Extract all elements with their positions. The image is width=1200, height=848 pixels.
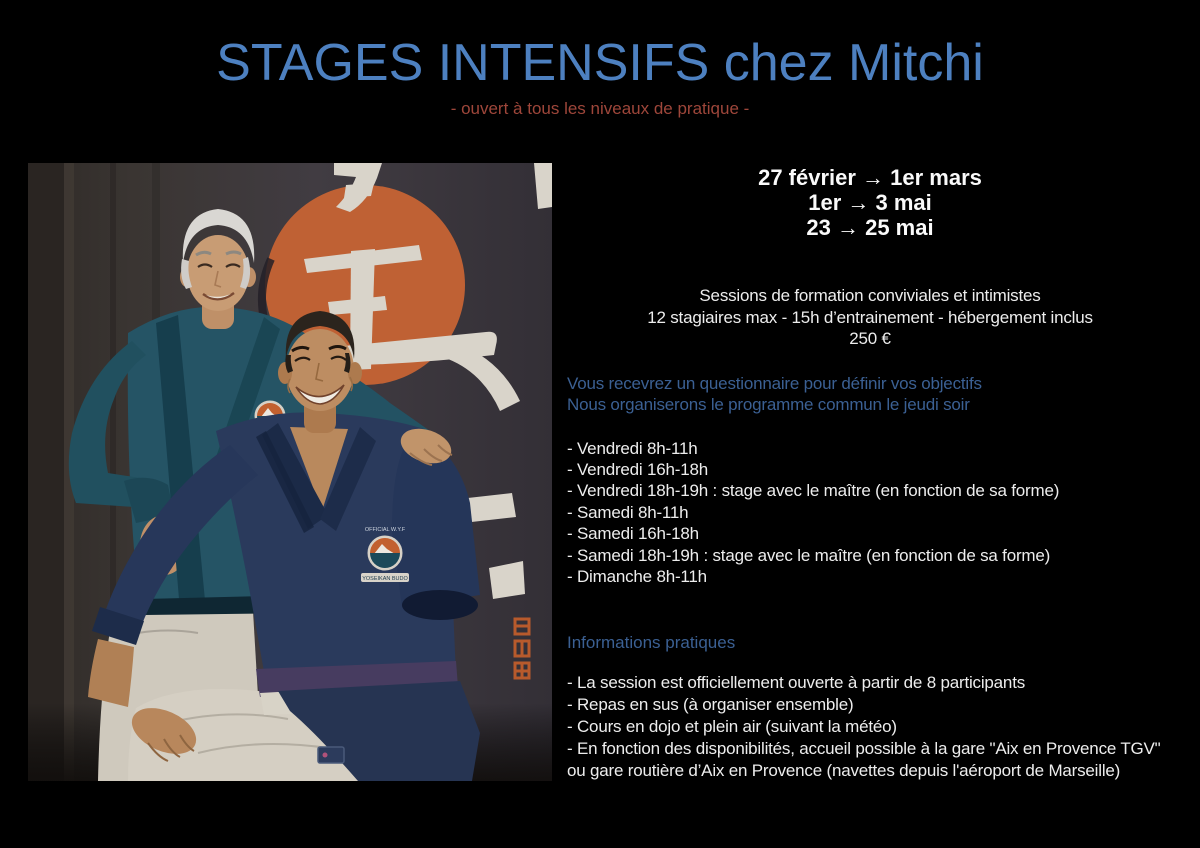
- note-line: Nous organiserons le programme commun le jeudi soir: [567, 395, 970, 414]
- session-line: Sessions de formation conviviales et intimistes: [699, 286, 1041, 305]
- info-column: [567, 163, 1173, 782]
- note-line: Vous recevrez un questionnaire pour définir vos objectifs: [567, 373, 982, 393]
- practical-info-heading: Informations pratiques: [567, 633, 736, 653]
- date-line: 27 février → 1er mars: [758, 165, 982, 190]
- photo-illustration: [28, 163, 552, 781]
- session-line: 12 stagiaires max - 15h d’entrainement - hébergement inclus: [647, 307, 1093, 327]
- session-dates: [567, 165, 1173, 240]
- session-description: [567, 285, 1173, 350]
- schedule-item: - Vendredi 18h-19h : stage avec le maître (en fonction de sa forme): [567, 481, 1060, 501]
- photo-two-budo-masters: [28, 163, 552, 781]
- patch-text-bottom: YOSEIKAN BUDO: [362, 576, 408, 582]
- practical-item: - La session est officiellement ouverte à partir de 8 participants: [567, 673, 1026, 693]
- page-subtitle: - ouvert à tous les niveaux de pratique -: [450, 99, 750, 118]
- practical-item: - Repas en sus (à organiser ensemble): [567, 695, 854, 715]
- practical-info-list: [567, 672, 1173, 782]
- schedule-item: - Samedi 16h-18h: [567, 524, 699, 544]
- page-title: STAGES INTENSIFS chez Mitchi: [216, 34, 984, 92]
- schedule-item: - Vendredi 8h-11h: [567, 438, 698, 458]
- schedule-item: - Samedi 8h-11h: [567, 502, 689, 522]
- date-line: 23 → 25 mai: [806, 215, 934, 240]
- patch-text-top: OFFICIAL W.Y.F: [364, 527, 406, 533]
- training-schedule: [567, 438, 1173, 588]
- practical-item: - En fonction des disponibilités, accueil possible à la gare "Aix en Provence TGV" ou gare routière d’Aix en Provence (navettes depuis l'aéroport de Marseille): [567, 739, 1161, 781]
- practical-item: - Cours en dojo et plein air (suivant la météo): [567, 717, 897, 737]
- schedule-item: - Dimanche 8h-11h: [567, 566, 707, 586]
- schedule-item: - Samedi 18h-19h : stage avec le maître (en fonction de sa forme): [567, 545, 1051, 565]
- organisation-notes: [567, 373, 1173, 416]
- schedule-item: - Vendredi 16h-18h: [567, 459, 709, 479]
- session-price: 250 €: [849, 329, 891, 348]
- date-line: 1er → 3 mai: [808, 190, 932, 215]
